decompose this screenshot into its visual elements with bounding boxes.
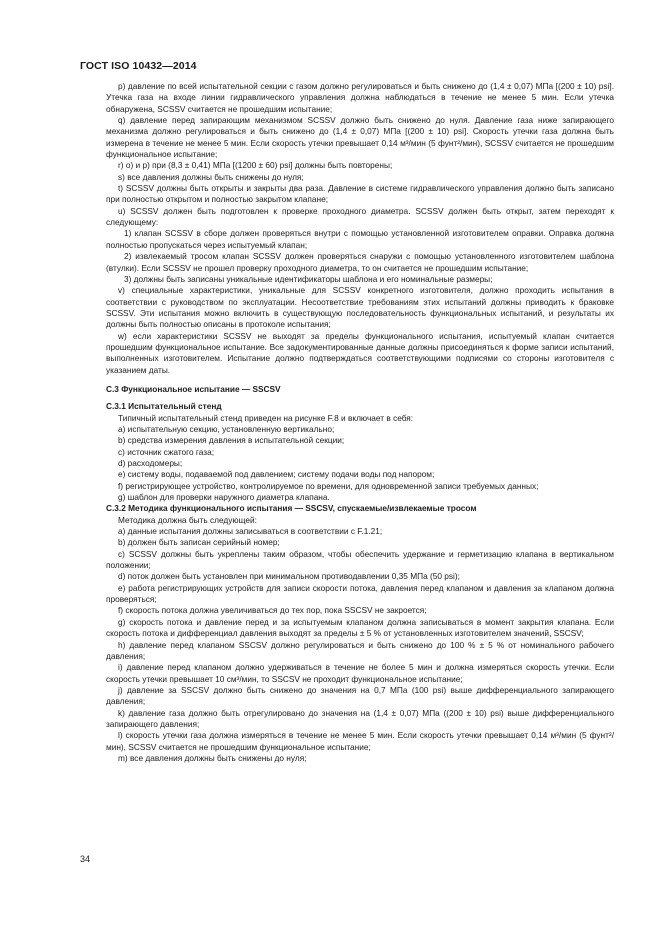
paragraph: 2) извлекаемый тросом клапан SCSSV должен проверяться снаружи с помощью установленного изготовителем шаблона (втулки). Если SCSSV не прошел проверку проходного диаметра, то он считается не прошедшим испытание;	[106, 251, 614, 273]
section-heading: С.3 Функциональное испытание — SSCSV	[106, 383, 281, 394]
paragraph: Типичный испытательный стенд приведен на рисунке F.8 и включает в себя:	[118, 412, 414, 423]
paragraph: a) данные испытания должны записываться в соответствии с F.1.21;	[118, 526, 383, 537]
page-number: 34	[80, 854, 91, 864]
paragraph: b) должен быть записан серийный номер;	[118, 537, 280, 548]
paragraph: Методика должна быть следующей:	[118, 514, 257, 525]
paragraph: l) скорость утечки газа должна измеряться в течение не менее 5 мин. Если скорость утечки превышает 0,14 м³/мин (5 фунт²/мин), SCSSV считается не прошедшим функциональное испытание;	[106, 730, 614, 752]
paragraph: i) давление перед клапаном должно удерживаться в течение не более 5 мин и должна измеряться скорость утечки. Если скорость утечки превышает 10 см³/мин, то SSCSV не проходит функциональное испытание;	[106, 662, 614, 684]
paragraph: r) o) и p) при (8,3 ± 0,41) МПа [(1200 ± 60) psi] должны быть повторены;	[118, 160, 393, 171]
paragraph: f) регистрирующее устройство, контролируемое по времени, для одновременной записи требуемых данных;	[118, 480, 539, 491]
paragraph: h) давление перед клапаном SSCSV должно регулироваться и быть снижено до 100 % ± 5 % от номинального рабочего давления;	[106, 639, 614, 661]
paragraph: a) испытательную секцию, установленную вертикально;	[118, 423, 335, 434]
paragraph: d) расходомеры;	[118, 458, 183, 468]
paragraph: e) работа регистрирующих устройств для записи скорости потока, давления перед клапаном и давления за клапаном должна проверяться;	[106, 582, 614, 605]
paragraph: e) систему воды, подаваемой под давлением; систему подачи воды под напором;	[118, 469, 435, 480]
subsection-heading: С.3.2 Методика функционального испытания — SSCSV, спускаемые/извлекаемые тросом	[106, 503, 477, 514]
paragraph: q) давление перед запирающим механизмом SCSSV должно быть снижено до нуля. Давление газа ниже запирающего механизма должно регулироваться и быть снижено до (1,4 ± 0,07) МПа [(200 ± 10) psi]. Скорость утечки газа должна быть измерена в течение не менее 5 мин. Если скорость утечки превышает 0,14 м³/мин (5 фунт²/мин), SCSSV считается не прошедшим функциональное испытание;	[106, 115, 614, 160]
paragraph: s) все давления должны быть снижены до нуля;	[118, 171, 304, 182]
paragraph: b) средства измерения давления в испытательной секции;	[118, 435, 345, 446]
paragraph: k) давление газа должно быть отрегулировано до значения на (1,4 ± 0,07) МПа ((200 ± 10) psi) выше дифференциального запирающего давления;	[106, 707, 614, 729]
paragraph: c) SCSSV должны быть укреплены таким образом, чтобы обеспечить удержание и герметизацию клапана в вертикальном положении;	[106, 548, 614, 571]
paragraph: c) источник сжатого газа;	[118, 446, 215, 457]
paragraph: u) SCSSV должен быть подготовлен к проверке проходного диаметра. SCSSV должен быть открыт, затем переходят к следующему:	[106, 205, 614, 228]
paragraph: g) шаблон для проверки наружного диаметра клапана.	[118, 492, 330, 503]
document-body	[106, 81, 614, 764]
paragraph: f) скорость потока должна увеличиваться до тех пор, пока SSCSV не закроется;	[118, 605, 427, 616]
paragraph: m) все давления должны быть снижены до нуля;	[118, 752, 307, 763]
paragraph: 3) должны быть записаны уникальные идентификаторы шаблона и его номинальные размеры;	[124, 273, 493, 284]
paragraph: j) давление за SSCSV должно быть снижено до значения на 0,7 МПа (100 psi) выше дифференциального запирающего давления;	[106, 684, 614, 707]
paragraph: p) давление по всей испытательной секции с газом должно регулироваться и быть снижено до (1,4 ± 0,07) МПа [(200 ± 10) psi]. Утечка газа на входе линии гидравлического управления должна наблюдаться в течение не менее 5 мин. Если утечка обнаружена, SCSSV считается не прошедшим испытание;	[106, 81, 614, 114]
paragraph: d) поток должен быть установлен при минимальном противодавлении 0,35 МПа (50 psi);	[118, 571, 460, 582]
paragraph: v) специальные характеристики, уникальные для SCSSV конкретного изготовителя, должно проходить испытания в соответствии с руководством по эксплуатации. Несоответствие требованиям этих испытаний должны приводить к браковке SCSSV. Эти испытания можно включить в существующую последовательность функциональных испытаний, и результаты их должны быть полностью описаны в протоколе испытания;	[106, 285, 614, 330]
paragraph: 1) клапан SCSSV в сборе должен проверяться внутри с помощью установленной изготовителем оправки. Оправка должна полностью пропускаться через испытуемый клапан;	[106, 228, 614, 250]
paragraph: w) если характеристики SCSSV не выходят за пределы функционального испытания, испытуемый клапан считается прошедшим функциональное испытание. Все задокументированные данные должны присоединяться к форме записи испытаний, выполненных изготовителем. Испытание должно подтверждаться соответствующими подписями со стороны изготовителя с указанием даты.	[106, 330, 614, 375]
subsection-heading: С.3.1 Испытательный стенд	[106, 401, 222, 412]
paragraph: g) скорость потока и давление перед и за испытуемым клапаном должна записываться в момент закрытия клапана. Если скорость потока и дифференциал давления выходят за пределы ± 5 % от установленных изготовителем значений, SSCSV;	[106, 616, 614, 639]
page-header: ГОСТ ISO 10432—2014	[80, 60, 197, 72]
paragraph: t) SCSSV должны быть открыты и закрыты два раза. Давление в системе гидравлического управления должно быть записано при полностью открытом и полностью закрытом клапане;	[106, 183, 614, 205]
